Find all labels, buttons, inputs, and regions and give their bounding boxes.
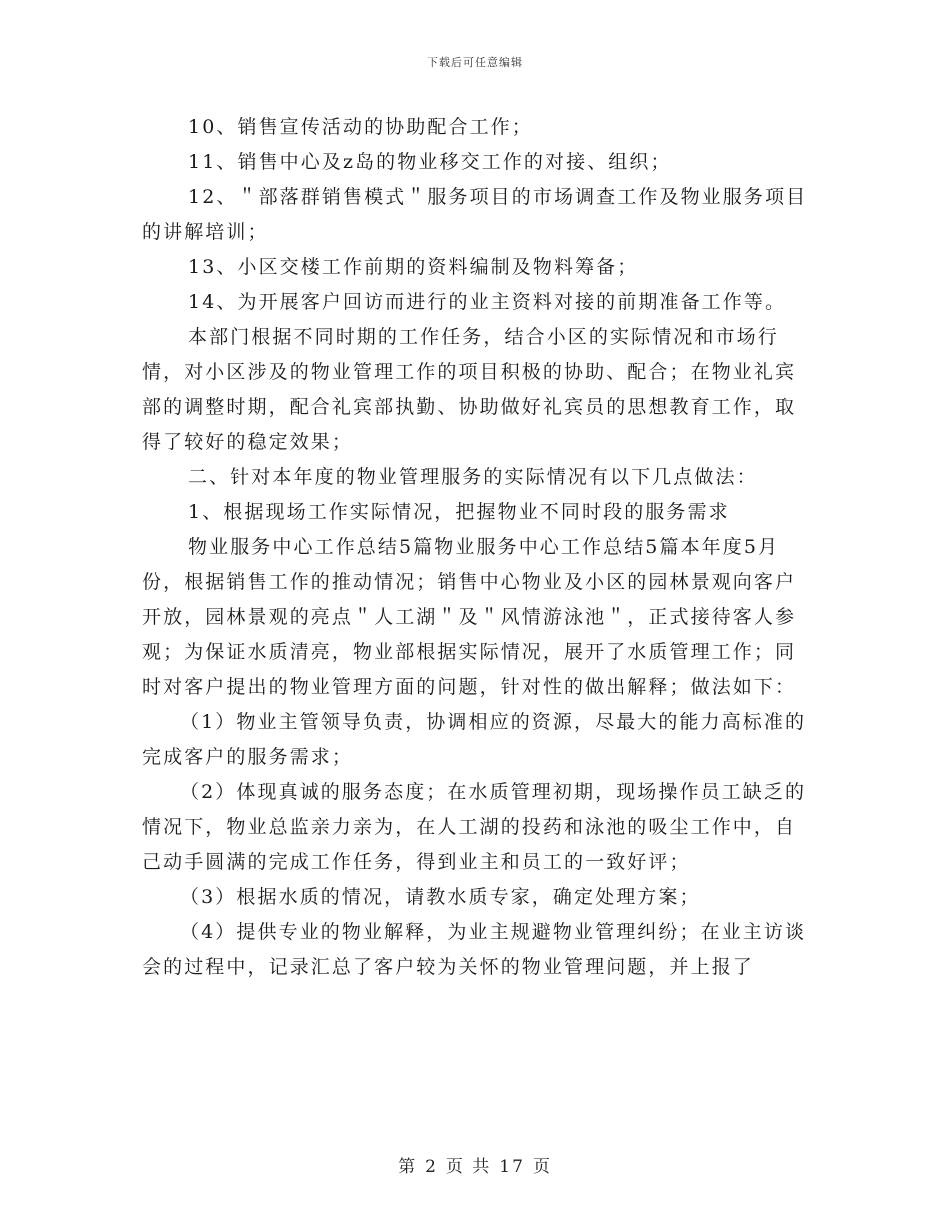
document-body — [142, 110, 812, 985]
page-header: 下载后可任意编辑 — [427, 56, 523, 69]
page-footer — [0, 1152, 950, 1177]
paragraph-service-center: 物业服务中心工作总结5篇物业服务中心工作总结5篇本年度5月份，根据销售工作的推动情况；销售中心物业及小区的园林景观向客户开放，园林景观的亮点＂人工湖＂及＂风情游泳池＂，正式接待客人参观；为保证水质清亮，物业部根据实际情况，展开了水质管理工作；同时对客户提出的物业管理方面的问题，针对性的做出解释；做法如下： — [142, 536, 797, 698]
list-item-13: 13、小区交楼工作前期的资料编制及物料筹备； — [188, 256, 639, 278]
footer-prefix: 第 — [398, 1157, 418, 1177]
footer-suffix: 页 — [532, 1157, 552, 1177]
method-item-2: （2）体现真诚的服务态度；在水质管理初期，现场操作员工缺乏的情况下，物业总监亲力亲为，在人工湖的投药和泳池的吸尘工作中，自己动手圆满的完成工作任务，得到业主和员工的一致好评； — [142, 781, 807, 873]
list-item-12: 12、＂部落群销售模式＂服务项目的市场调查工作及物业服务项目的讲解培训； — [142, 186, 808, 243]
list-item-10: 10、销售宣传活动的协助配合工作； — [188, 116, 533, 138]
paragraph-department: 本部门根据不同时期的工作任务，结合小区的实际情况和市场行情，对小区涉及的物业管理工作的项目积极的协助、配合；在物业礼宾部的调整时期，配合礼宾部执勤、协助做好礼宾员的思想教育工作，取得了较好的稳定效果； — [142, 326, 797, 453]
method-item-4: （4）提供专业的物业解释，为业主规避物业管理纠纷；在业主访谈会的过程中，记录汇总了客户较为关怀的物业管理问题，并上报了 — [142, 921, 807, 978]
method-item-1: （1）物业主管领导负责，协调相应的资源，尽最大的能力高标准的完成客户的服务需求； — [142, 711, 807, 768]
list-item-14: 14、为开展客户回访而进行的业主资料对接的前期准备工作等。 — [188, 291, 787, 313]
total-pages: 17 — [499, 1157, 525, 1177]
page-number: 2 — [425, 1157, 438, 1177]
list-item-11: 11、销售中心及z岛的物业移交工作的对接、组织； — [188, 151, 672, 173]
footer-middle: 页 共 — [445, 1157, 492, 1177]
subsection-heading-1: 1、根据现场工作实际情况，把握物业不同时段的服务需求 — [188, 501, 730, 523]
section-heading-2: 二、针对本年度的物业管理服务的实际情况有以下几点做法： — [188, 466, 758, 488]
method-item-3: （3）根据水质的情况，请教水质专家，确定处理方案； — [180, 886, 701, 908]
